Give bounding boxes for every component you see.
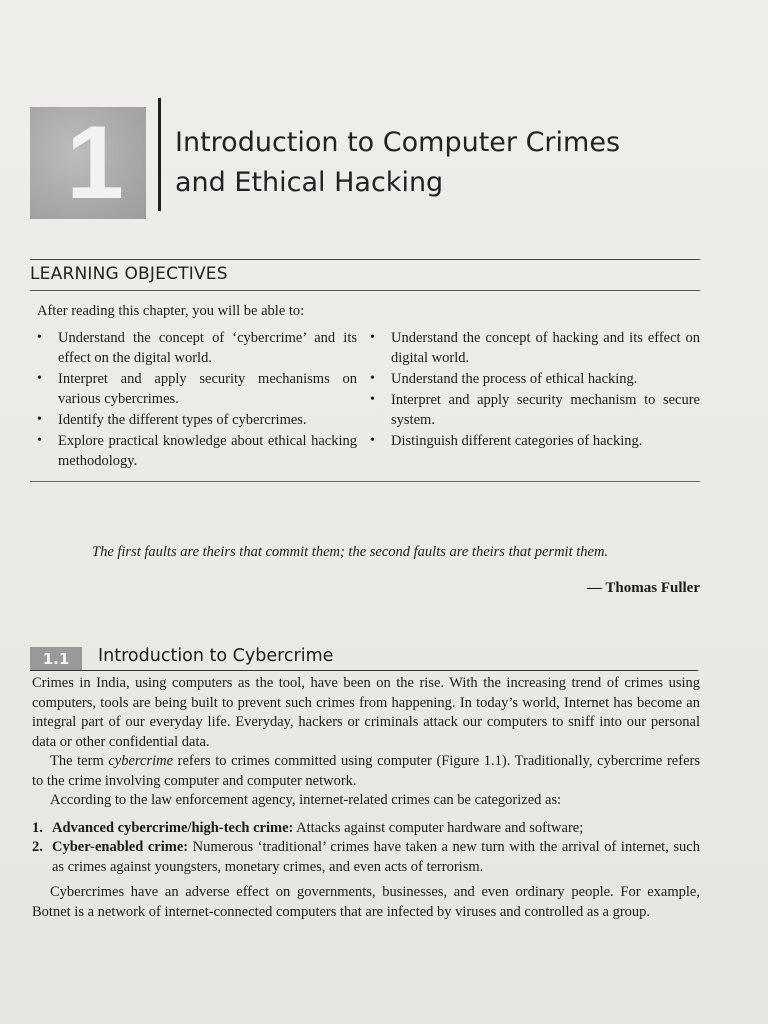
section-rule	[30, 670, 698, 671]
list-text: Numerous ‘traditional’ crimes have taken a new turn with the arrival of internet, such as crimes against youngsters, monetary crimes, and even acts of terrorism.	[52, 839, 700, 875]
chapter-title-line-1: Introduction to Computer Crimes	[175, 127, 621, 158]
section-title: Introduction to Cybercrime	[98, 646, 334, 666]
chapter-number: 1	[66, 105, 124, 221]
chapter-title-line-2: and Ethical Hacking	[175, 167, 444, 198]
objectives-right-column	[370, 328, 700, 452]
objective-item: • Understand the concept of hacking and its effect on digital world.	[370, 328, 700, 368]
paragraph: Crimes in India, using computers as the tool, have been on the rise. With the increasing trend of crimes using computers, tools are being built to prevent such crimes from happening. In today’s world, Internet has become an integral part of our everyday life. Everyday, hackers or criminals attack our computers to sniff into our personal data or other confidential data.	[32, 675, 700, 750]
list-item	[32, 819, 700, 839]
paragraph-text: The term	[50, 753, 109, 769]
objectives-top-rule	[30, 259, 700, 260]
objectives-heading-rule	[30, 290, 700, 291]
paragraph-text: refers to crimes committed using computer (Figure 1.1). Traditionally, cybercrime refers to the crime involving computer and computer network.	[32, 753, 700, 789]
list-term: Advanced cybercrime/high-tech crime:	[52, 819, 294, 836]
paragraph: Cybercrimes have an adverse effect on governments, businesses, and even ordinary people. For example, Botnet is a network of internet-connected computers that are infected by viruses and controlled as a group.	[32, 884, 700, 920]
objective-item: • Interpret and apply security mechanisms on various cybercrimes.	[37, 369, 357, 409]
objective-item: • Understand the concept of ‘cybercrime’ and its effect on the digital world.	[37, 328, 357, 368]
list-text: Attacks against computer hardware and software;	[293, 819, 584, 836]
list-term: Cyber-enabled crime:	[52, 839, 189, 855]
crime-categories-list	[32, 819, 700, 878]
objectives-heading: LEARNING OBJECTIVES	[30, 264, 228, 284]
objectives-intro: After reading this chapter, you will be able to:	[37, 303, 305, 319]
chapter-divider	[158, 98, 161, 211]
objective-item: • Understand the process of ethical hacking.	[370, 369, 700, 389]
objective-item: • Identify the different types of cybercrimes.	[37, 410, 357, 430]
chapter-number-box	[30, 107, 146, 219]
epigraph-quote: The first faults are theirs that commit them; the second faults are theirs that permit them.	[92, 544, 609, 560]
epigraph-author: — Thomas Fuller	[586, 580, 700, 596]
list-item	[32, 838, 700, 877]
list-number: 1.	[32, 819, 43, 836]
list-number: 2.	[32, 839, 43, 855]
term-cybercrime: cybercrime	[108, 753, 174, 769]
paragraph	[32, 752, 700, 791]
chapter-title	[175, 123, 715, 203]
section-number-badge: 1.1	[30, 647, 82, 671]
paragraph: According to the law enforcement agency, internet-related crimes can be categorized as:	[50, 792, 562, 808]
section-body	[32, 674, 700, 922]
objective-item: • Distinguish different categories of hacking.	[370, 431, 700, 451]
objective-item: • Explore practical knowledge about ethical hacking methodology.	[37, 431, 357, 471]
objectives-left-column	[37, 328, 357, 472]
objective-item: • Interpret and apply security mechanism to secure system.	[370, 390, 700, 430]
objectives-bottom-rule	[30, 481, 700, 482]
